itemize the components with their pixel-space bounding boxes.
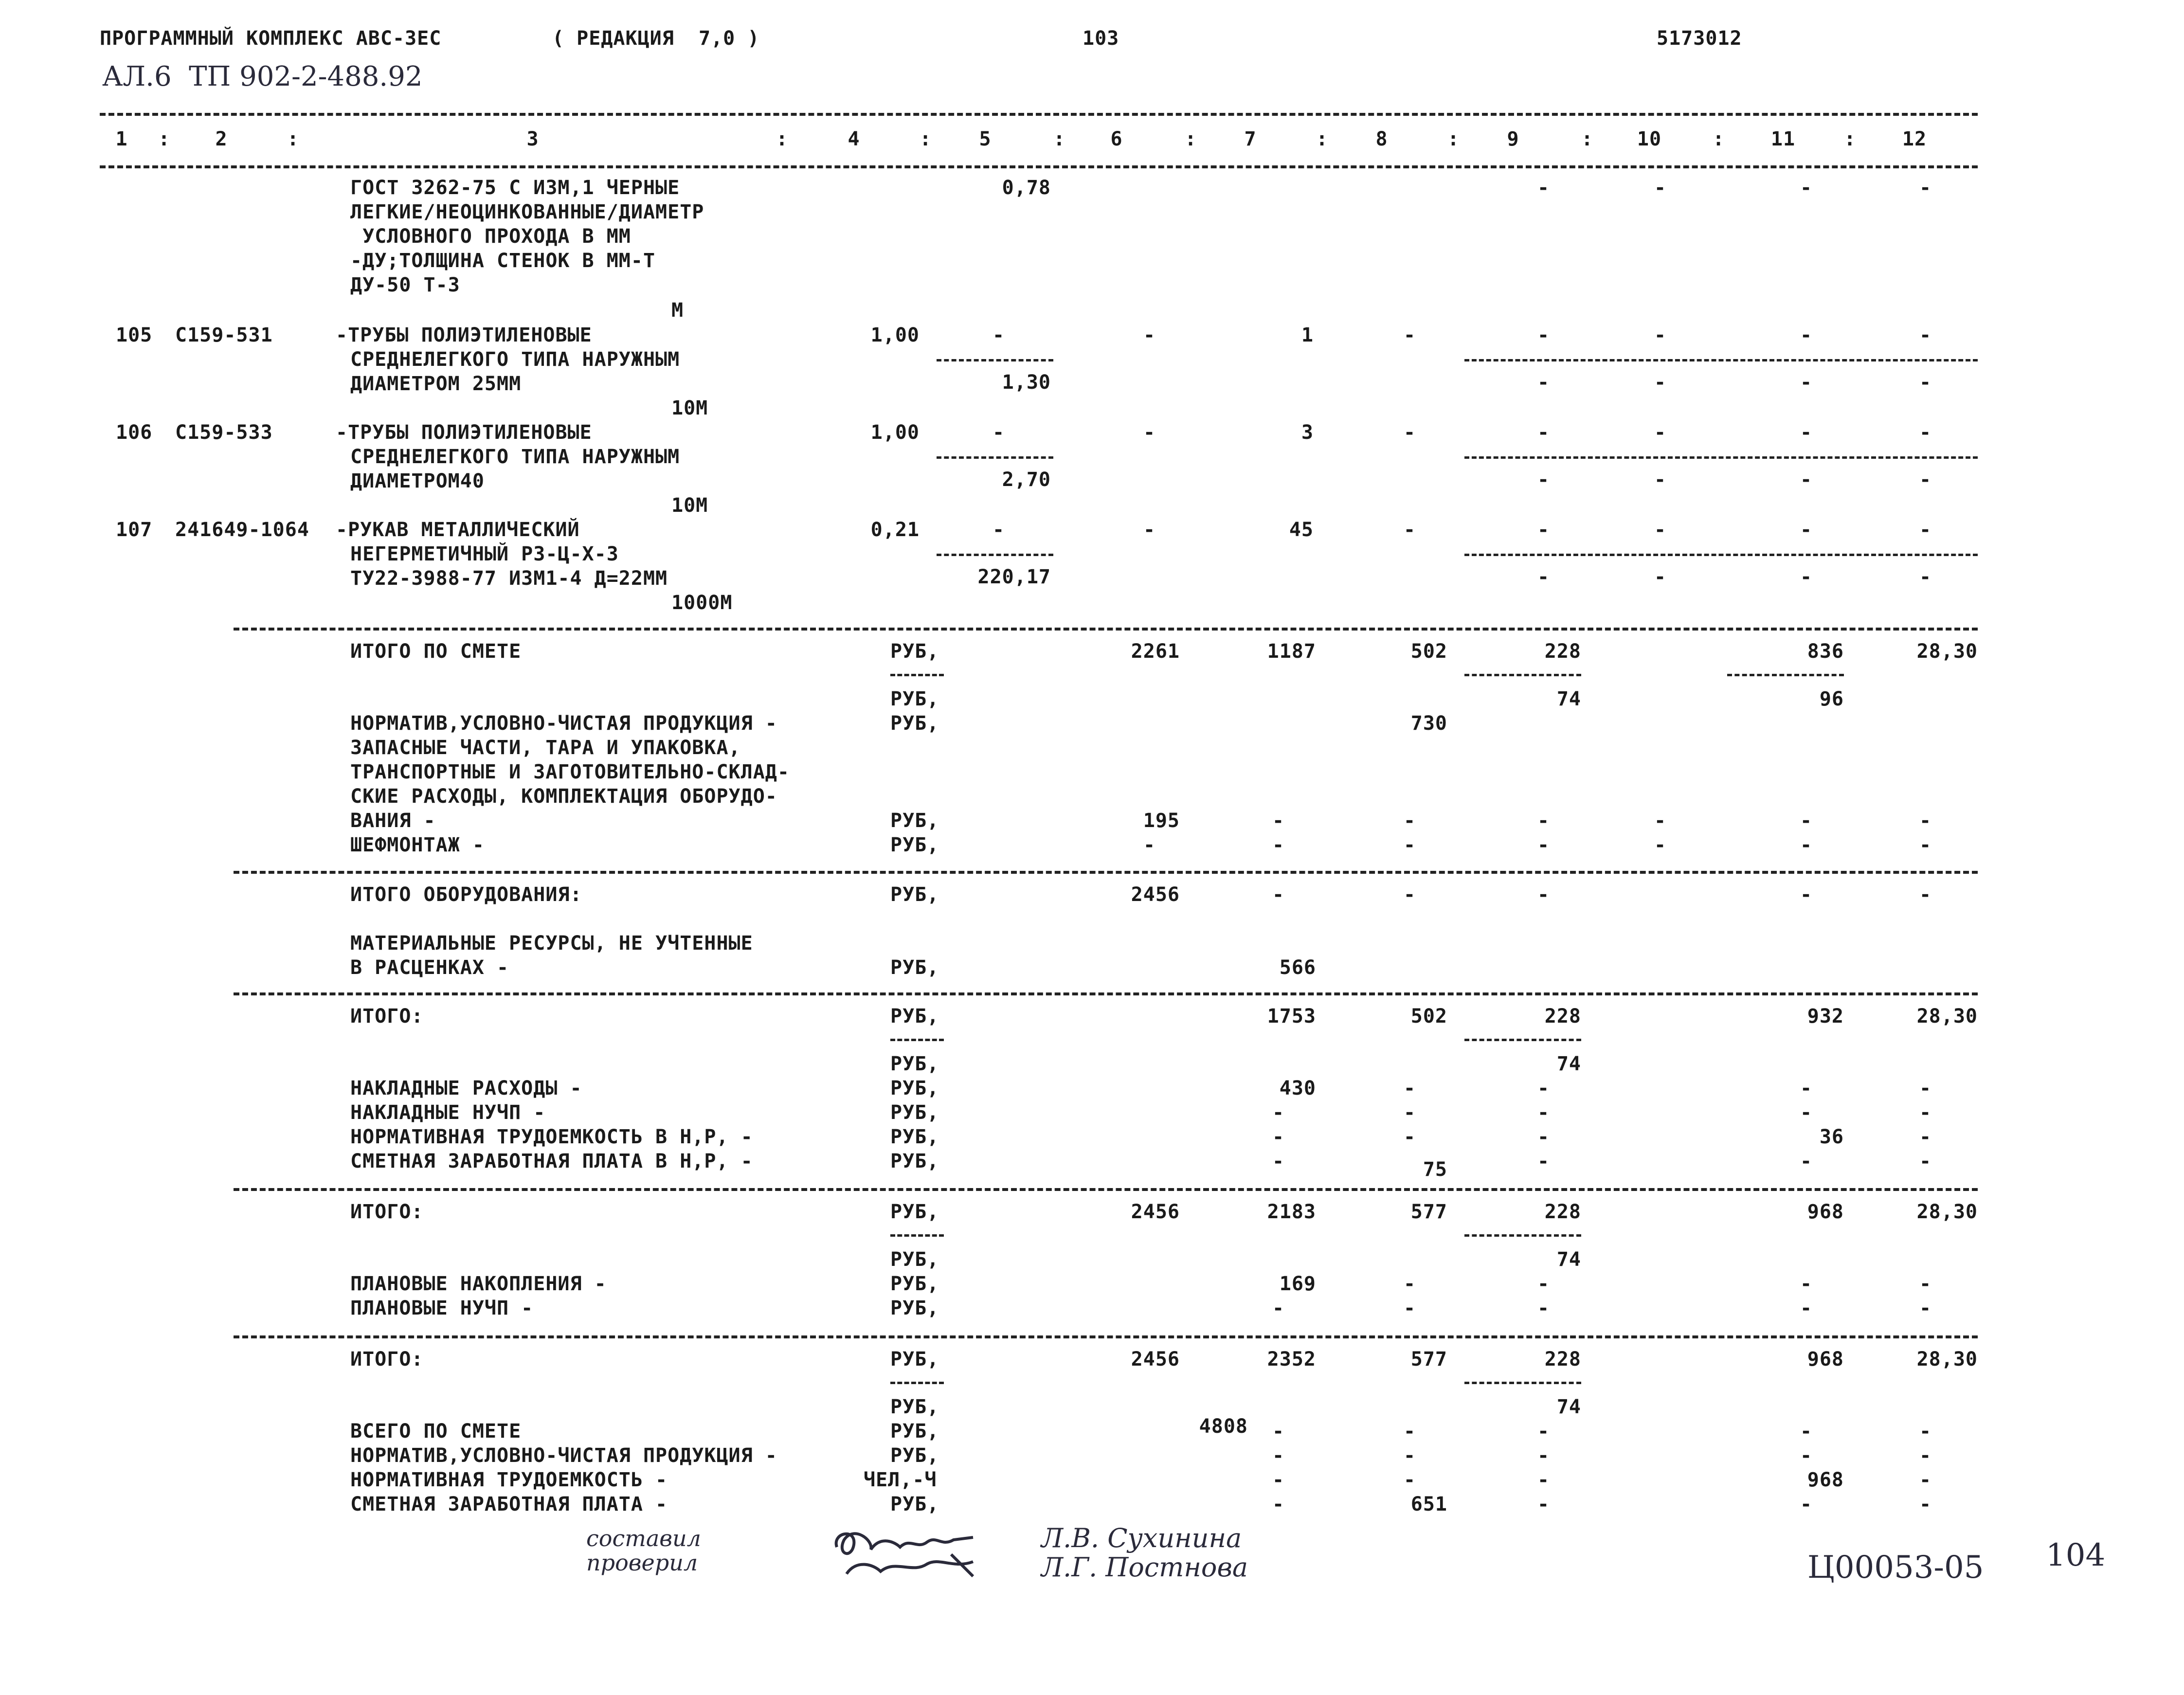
col-header-6: 6 <box>1110 128 1123 150</box>
item-quantity: 1,00 <box>870 421 920 444</box>
cell-col7: 45 <box>1289 519 1314 541</box>
checked-label: проверил <box>586 1550 698 1576</box>
handwritten-signature <box>827 1520 993 1584</box>
handwritten-doc-code: Ц00053-05 <box>1807 1550 1984 1586</box>
item-desc-line: ДИАМЕТРОМ 25ММ <box>350 373 522 395</box>
item-desc-line: УСЛОВНОГО ПРОХОДА В ММ <box>350 225 631 248</box>
item-unit: М <box>671 299 684 322</box>
item-quantity: 1,00 <box>870 324 920 346</box>
header-rule-bottom <box>100 165 1978 168</box>
item-number: 105 <box>116 324 153 346</box>
checker-name: Л.Г. Постнова <box>1041 1552 1248 1583</box>
item-desc-line: СРЕДНЕЛЕГКОГО ТИПА НАРУЖНЫМ <box>350 446 680 468</box>
col-header-11: 11 <box>1770 128 1796 150</box>
col-header-4: 4 <box>848 128 860 150</box>
cell-col5: 2,70 <box>1002 469 1051 491</box>
item-unit: 10М <box>671 397 708 419</box>
col-header-2: 2 <box>215 128 228 150</box>
col-header-10: 10 <box>1637 128 1662 150</box>
col-header-8: 8 <box>1375 128 1388 150</box>
unit-rub: РУБ, <box>890 640 939 663</box>
section-rule <box>234 1188 1978 1191</box>
composed-label: составил <box>586 1525 701 1551</box>
col-header-5: 5 <box>979 128 992 150</box>
item-desc-line: -ТРУБЫ ПОЛИЭТИЛЕНОВЫЕ <box>336 421 592 444</box>
col-header-12: 12 <box>1902 128 1927 150</box>
cell-col7: 3 <box>1301 421 1314 444</box>
cell-col5: 0,78 <box>1002 177 1051 199</box>
item-desc-line: НЕГЕРМЕТИЧНЫЙ РЗ-Ц-Х-3 <box>350 543 619 565</box>
section-rule <box>234 871 1978 874</box>
cell-col5: 220,17 <box>977 566 1051 588</box>
item-desc-line: ГОСТ 3262-75 С ИЗМ,1 ЧЕРНЫЕ <box>350 177 680 199</box>
col-header-7: 7 <box>1244 128 1257 150</box>
cell-col7: 1 <box>1301 324 1314 346</box>
section-rule <box>234 628 1978 631</box>
item-desc-line: -РУКАВ МЕТАЛЛИЧЕСКИЙ <box>336 519 580 541</box>
handwritten-page-number: 104 <box>2046 1537 2106 1573</box>
item-unit: 1000М <box>671 592 733 614</box>
col-header-1: 1 <box>115 128 128 150</box>
total-estimate-label: ИТОГО ПО СМЕТЕ <box>350 640 522 663</box>
item-unit: 10М <box>671 494 708 517</box>
document-code: 5173012 <box>1657 27 1742 50</box>
section-rule <box>234 1335 1978 1338</box>
item-number: 107 <box>116 519 153 541</box>
item-desc-line: ДУ-50 Т-3 <box>350 274 460 296</box>
item-desc-line: ТУ22-3988-77 ИЗМ1-4 Д=22ММ <box>350 567 668 590</box>
composer-name: Л.В. Сухинина <box>1041 1523 1242 1553</box>
col-header-9: 9 <box>1507 128 1519 150</box>
edition-label: ( РЕДАКЦИЯ 7,0 ) <box>552 27 760 50</box>
program-title: ПРОГРАММНЫЙ КОМПЛЕКС АВС-ЗЕС <box>100 27 442 50</box>
header-rule-top <box>100 113 1978 116</box>
page-number: 103 <box>1083 27 1119 50</box>
section-rule <box>234 992 1978 995</box>
cell-col5: 1,30 <box>1002 371 1051 394</box>
item-desc-line: ЛЕГКИЕ/НЕОЦИНКОВАННЫЕ/ДИАМЕТР <box>350 201 704 223</box>
item-desc-line: СРЕДНЕЛЕГКОГО ТИПА НАРУЖНЫМ <box>350 348 680 371</box>
item-number: 106 <box>116 421 153 444</box>
handwritten-project-ref: АЛ.6 ТП 902-2-488.92 <box>102 61 423 92</box>
col-header-3: 3 <box>526 128 539 150</box>
item-code: С159-531 <box>175 324 273 346</box>
item-code: С159-533 <box>175 421 273 444</box>
item-desc-line: -ТРУБЫ ПОЛИЭТИЛЕНОВЫЕ <box>336 324 592 346</box>
item-desc-line: -ДУ;ТОЛЩИНА СТЕНОК В ММ-Т <box>350 250 656 272</box>
item-quantity: 0,21 <box>870 519 920 541</box>
item-desc-line: ДИАМЕТРОМ40 <box>350 470 485 492</box>
item-code: 241649-1064 <box>175 519 309 541</box>
